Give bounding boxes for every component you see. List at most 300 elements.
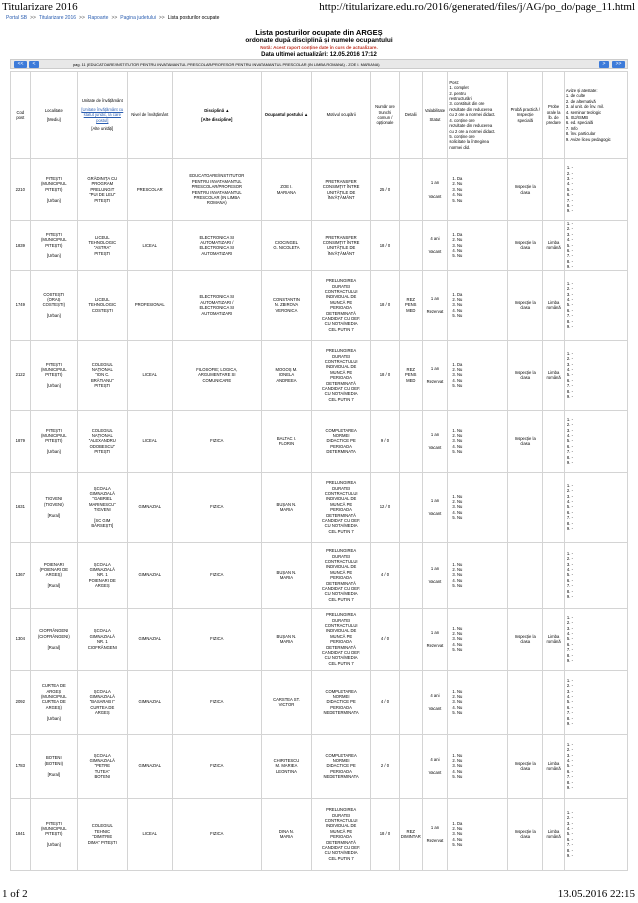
- cell-nivel: GIMNAZIAL: [127, 608, 172, 670]
- unitate-line: COLEGIUL: [91, 361, 113, 367]
- cell-nivel: LICEAL: [127, 410, 172, 472]
- motiv-line: ÎNVĂȚĂMÂNT: [327, 250, 355, 256]
- post-option: 3. Nu: [452, 636, 463, 642]
- motiv-line: CONTRACTULUI: [324, 622, 358, 628]
- motiv-line: CANDIDAT CU DEF.: [321, 649, 361, 655]
- unitate-line: BOTENI: [94, 774, 111, 780]
- aviz-line: 9. -: [566, 594, 573, 600]
- print-footer: [0, 888, 638, 902]
- cell-proba-practica: Inspecție la clasa: [508, 410, 543, 472]
- ocupant-line: VICTOR: [278, 702, 295, 708]
- title-line-1: Lista posturilor ocupate din ARGEȘ: [255, 28, 383, 37]
- post-option: 2. Nu: [452, 758, 463, 764]
- motiv-line: PERIOADA: [330, 305, 352, 311]
- cell-cod-post: 1631: [11, 472, 31, 542]
- unitate-line: PITEȘTI: [94, 383, 111, 389]
- aviz-line: 2. -: [566, 356, 573, 362]
- cell-proba-limba: [543, 410, 565, 472]
- unitate-line: POIENARI DE: [88, 577, 116, 583]
- cell-nivel: PRESCOLAR: [127, 159, 172, 221]
- cell-valabilitate: [422, 221, 448, 271]
- cell-localitate: [30, 542, 77, 608]
- cell-unitate: [78, 270, 128, 340]
- aviz-line: 7. -: [566, 383, 573, 389]
- aviz-line: 6. -: [566, 704, 573, 710]
- motiv-line: MUNCĂ PE: [330, 569, 353, 575]
- cell-cod-post: 1367: [11, 542, 31, 608]
- statut-value: Vacant: [428, 193, 442, 199]
- cell-ocupant: [261, 542, 312, 608]
- post-option: 2. Nu: [452, 433, 463, 439]
- header-proba-limba: Probe orale la lb. de predare: [543, 72, 565, 159]
- valabilitate-value: 4 ani: [430, 692, 440, 698]
- cell-cod-post: 2210: [11, 159, 31, 221]
- aviz-line: 7. -: [566, 647, 573, 653]
- cell-unitate: [78, 472, 128, 542]
- localitate-line: ARGEȘ): [45, 704, 62, 710]
- aviz-line: 4. -: [566, 181, 573, 187]
- breadcrumb-portal[interactable]: Portal SB: [6, 15, 28, 21]
- post-option: 3. Nu: [452, 372, 463, 378]
- localitate-line: [Urban]: [46, 313, 61, 319]
- motiv-line: PERIOADA: [330, 507, 352, 513]
- unitate-line: "ION C.: [95, 372, 110, 378]
- table-body: [11, 159, 628, 871]
- motiv-line: PERIOADA: [330, 834, 352, 840]
- disciplina-line: PRESCOLAR/PROFESOR: [191, 184, 243, 190]
- aviz-line: 3. -: [566, 493, 573, 499]
- cell-avize: [564, 340, 627, 410]
- unitate-line: GIMNAZIALĂ: [89, 633, 115, 639]
- unitate-line: NAȚIONAL: [91, 433, 113, 439]
- motiv-line: MUNCĂ PE: [330, 369, 353, 375]
- cell-detalii: [399, 410, 422, 472]
- breadcrumb-sep: >>: [30, 15, 36, 21]
- motiv-line: NORMEI: [332, 433, 350, 439]
- cell-nivel: PROFESIONAL: [127, 270, 172, 340]
- unitate-line: GIMNAZIALĂ: [89, 694, 115, 700]
- unitate-line: TUTEA": [94, 768, 110, 774]
- cell-disciplina: [172, 270, 261, 340]
- header-avize-line: 6. ed. specială: [565, 120, 593, 126]
- cell-valabilitate: [422, 734, 448, 798]
- post-option: 3. Nu: [452, 242, 463, 248]
- cell-nivel: GIMNAZIAL: [127, 542, 172, 608]
- aviz-line: 4. -: [566, 367, 573, 373]
- unitate-line: GRĂDINIȚA CU: [87, 175, 118, 181]
- aviz-line: 4. -: [566, 297, 573, 303]
- header-cod: Cod post: [11, 72, 31, 159]
- post-option: 3. Nu: [452, 699, 463, 705]
- post-option: 5. Nu: [452, 710, 463, 716]
- aviz-line: 2. -: [566, 620, 573, 626]
- cell-detalii: [399, 340, 422, 410]
- unitate-line: "PUI DE LEU": [89, 192, 116, 198]
- post-option: 3. Nu: [452, 763, 463, 769]
- post-option: 4. Nu: [452, 509, 463, 515]
- aviz-line: 9. -: [566, 264, 573, 270]
- aviz-line: 7. -: [566, 774, 573, 780]
- aviz-line: 4. -: [566, 758, 573, 764]
- aviz-line: 9. -: [566, 460, 573, 466]
- motiv-line: CONTRACTULUI: [324, 817, 358, 823]
- motiv-line: CONTRACTULUI: [324, 490, 358, 496]
- unitate-line: PITEȘTI: [94, 197, 111, 203]
- motiv-line: CU NOTA/MEDIA: [324, 523, 358, 529]
- cell-proba-limba: Limba română: [543, 270, 565, 340]
- aviz-line: 9. -: [566, 658, 573, 664]
- cell-detalii: [399, 270, 422, 340]
- header-numar-ore: Număr ore trunchi comun / opționale: [371, 72, 400, 159]
- cell-disciplina: [172, 472, 261, 542]
- aviz-line: 5. -: [566, 372, 573, 378]
- localitate-line: POIENARI: [43, 561, 64, 567]
- disciplina-line: ROMANA): [206, 200, 227, 206]
- aviz-line: 7. -: [566, 253, 573, 259]
- title-line-2: ordonate după disciplină și numele ocupantului: [245, 37, 393, 44]
- cell-detalii: [399, 159, 422, 221]
- header-avize-line: 5. ISJ/ISMB: [565, 115, 589, 120]
- cell-cod-post: 2122: [11, 340, 31, 410]
- aviz-line: 2. -: [566, 683, 573, 689]
- unitate-line: PITEȘTI: [94, 250, 111, 256]
- prev-page-button[interactable]: <: [29, 61, 39, 68]
- cell-nivel: GIMNAZIAL: [127, 472, 172, 542]
- aviz-line: 8. -: [566, 779, 573, 785]
- localitate-line: COSTEȘTI: [43, 291, 65, 297]
- last-page-button[interactable]: >>: [612, 61, 625, 68]
- aviz-line: 5. -: [566, 186, 573, 192]
- cell-detalii: [399, 542, 422, 608]
- aviz-line: 2. -: [566, 815, 573, 821]
- cell-valabilitate: [422, 472, 448, 542]
- disciplina-line: ELECTRONICA SI: [199, 305, 235, 311]
- aviz-line: 6. -: [566, 509, 573, 515]
- localitate-line: ARGEȘ: [46, 688, 62, 694]
- localitate-line: PITEȘTI: [45, 361, 62, 367]
- cell-localitate: [30, 670, 77, 734]
- post-option: 3. Nu: [452, 504, 463, 510]
- breadcrumb-rapoarte[interactable]: Rapoarte: [87, 15, 109, 21]
- header-disciplina-label: Disciplină ▲: [204, 108, 230, 114]
- cell-nivel: LICEAL: [127, 340, 172, 410]
- motiv-line: CEL PUTIN 7: [328, 596, 354, 602]
- cell-numar-ore: 4 / 0: [371, 542, 400, 608]
- localitate-line: [Urban]: [46, 253, 61, 259]
- cell-unitate: [78, 340, 128, 410]
- table-row: [11, 608, 628, 670]
- aviz-line: 4. -: [566, 433, 573, 439]
- header-avize-line: 9. Avize liceu pedagogic: [565, 136, 611, 142]
- detalii-line: DIMINTAR: [400, 834, 421, 840]
- motiv-line: CANDIDAT CU DEF.: [321, 517, 361, 523]
- aviz-line: 1. -: [566, 809, 573, 815]
- ocupant-line: CONSTANTIN: [272, 297, 300, 303]
- header-avize-line: 4. seminar teologic: [565, 109, 602, 115]
- cell-localitate: [30, 472, 77, 542]
- cell-cod-post: 1749: [11, 270, 31, 340]
- post-option: 5. Nu: [452, 515, 463, 521]
- post-option: 2. Nu: [452, 694, 463, 700]
- cell-cod-post: 1841: [11, 798, 31, 870]
- last-update: Data ultimei actualizări: 12.05.2016 17:12: [261, 52, 377, 58]
- header-post-line: cu 2 ore a normei didact.: [449, 112, 496, 118]
- post-option: 1. Nu: [452, 427, 463, 433]
- aviz-line: 5. -: [566, 831, 573, 837]
- motiv-line: DIDACTICE PE: [326, 763, 356, 769]
- ocupant-line: VERONICA: [275, 307, 298, 313]
- aviz-line: 5. -: [566, 302, 573, 308]
- cell-unitate: [78, 670, 128, 734]
- statut-value: Vacant: [428, 579, 442, 585]
- ocupant-line: M. MARIEA: [275, 763, 298, 769]
- header-nivel: Nivel de învățământ: [127, 72, 172, 159]
- motiv-line: INDIVIDUAL DE: [325, 364, 357, 370]
- cell-post: [448, 542, 508, 608]
- localitate-line: (ORAȘ: [47, 297, 61, 303]
- cell-ocupant: [261, 734, 312, 798]
- aviz-line: 6. -: [566, 248, 573, 254]
- first-page-button[interactable]: <<: [14, 61, 27, 68]
- cell-ocupant: [261, 410, 312, 472]
- unitate-line: COSTEȘTI: [91, 307, 113, 313]
- post-option: 3. Nu: [452, 831, 463, 837]
- motiv-line: CU NOTA/MEDIA: [324, 321, 358, 327]
- localitate-line: [Urban]: [46, 383, 61, 389]
- aviz-line: 1. -: [566, 550, 573, 556]
- motiv-line: PRELUNGIREA: [326, 612, 357, 618]
- motiv-line: UNITĂȚILE DE: [326, 245, 356, 251]
- aviz-line: 7. -: [566, 449, 573, 455]
- post-option: 5. Nu: [452, 647, 463, 653]
- unitate-line: "PETRE: [94, 763, 111, 769]
- motiv-line: NEDETERMINATA: [323, 774, 359, 780]
- ocupant-line: FLORIN: [278, 441, 295, 447]
- header-unitate-sub: [Alte unități]: [91, 126, 114, 132]
- header-disciplina-sub: [Alte discipline]: [201, 116, 233, 122]
- unitate-line: CIOFRÂNGENI: [87, 644, 117, 650]
- aviz-line: 2. -: [566, 226, 573, 232]
- disciplina-line: ELECTRONICA SI: [199, 234, 235, 240]
- motiv-line: DETERMINATĂ: [326, 839, 356, 845]
- unitate-line: LICEUL: [94, 234, 110, 240]
- disciplina-line: FIZICA: [210, 504, 224, 510]
- aviz-line: 6. -: [566, 577, 573, 583]
- cell-motiv: [312, 221, 371, 271]
- localitate-line: (BOTENI): [44, 760, 64, 766]
- cell-proba-limba: Limba română: [543, 340, 565, 410]
- header-avize-line: 2. de alternativă: [565, 98, 596, 104]
- cell-numar-ore: 18 / 0: [371, 798, 400, 870]
- cell-numar-ore: 18 / 0: [371, 340, 400, 410]
- header-unitate-link[interactable]: [Unitate învățământ cu statut juridic, la care postul]: [81, 106, 124, 123]
- header-valabilitate-label: Valabilitate: [424, 108, 446, 114]
- motiv-line: DURATEI: [332, 353, 351, 359]
- header-ocupant[interactable]: Ocupantul postului ▲: [261, 72, 312, 159]
- localitate-line: (MUNICIPIUL: [41, 181, 67, 187]
- breadcrumb: [6, 15, 219, 21]
- motiv-line: CU NOTA/MEDIA: [324, 391, 358, 397]
- cell-avize: [564, 542, 627, 608]
- disciplina-line: FILOSOFIE; LOGICA,: [196, 367, 238, 373]
- valabilitate-value: 1 an: [430, 824, 440, 830]
- localitate-line: (POIENARI DE: [39, 567, 69, 573]
- aviz-line: 3. -: [566, 291, 573, 297]
- localitate-line: [Urban]: [46, 197, 61, 203]
- header-unitate-label: Unitate de învățământ: [81, 98, 123, 104]
- aviz-line: 1. -: [566, 221, 573, 226]
- post-option: 3. Nu: [452, 438, 463, 444]
- cell-cod-post: 2092: [11, 670, 31, 734]
- aviz-line: 9. -: [566, 785, 573, 791]
- aviz-line: 3. -: [566, 688, 573, 694]
- cell-ocupant: [261, 670, 312, 734]
- aviz-line: 4. -: [566, 631, 573, 637]
- aviz-line: 1. -: [566, 482, 573, 488]
- cell-avize: [564, 734, 627, 798]
- cell-cod-post: 1839: [11, 221, 31, 271]
- aviz-line: 1. -: [566, 416, 573, 422]
- motiv-line: COMPLETAREA: [325, 688, 357, 694]
- cell-proba-limba: [543, 159, 565, 221]
- unitate-line: NAȚIONAL: [91, 367, 113, 373]
- aviz-line: 5. -: [566, 504, 573, 510]
- motiv-line: CANDIDAT CU DEF.: [321, 315, 361, 321]
- motiv-line: CU NOTA/MEDIA: [324, 655, 358, 661]
- header-avize-line: 8. înv. particular: [565, 131, 596, 137]
- breadcrumb-sep: >>: [79, 15, 85, 21]
- post-option: 5. Nu: [452, 774, 463, 780]
- post-option: 1. Nu: [452, 625, 463, 631]
- ocupant-line: MOGOȘ M.: [275, 367, 298, 373]
- update-note: Notă: Acest raport conține date în curs de actualizare.: [260, 45, 378, 50]
- unitate-line: BĂRSEȘTI]: [91, 523, 114, 529]
- localitate-line: PITEȘTI: [45, 175, 62, 181]
- table-row: [11, 270, 628, 340]
- post-option: 1. Nu: [452, 561, 463, 567]
- ocupant-line: IONELA: [278, 372, 295, 378]
- localitate-line: PITEȘTI): [45, 372, 63, 378]
- disciplina-line: FIZICA: [210, 831, 224, 837]
- header-post-line: 2. pentru: [449, 90, 466, 96]
- motiv-line: MUNCĂ PE: [330, 828, 353, 834]
- page-label: pag. 11 (EDUCATOARE/INSTITUTOR PENTRU INVATAMANTUL PRESCOLAR/PROFESOR PENTRU INVATAMANTUL PRESCOLAR (IN LIMBA ROMANA) - ZOE I. MARIANA): [73, 62, 380, 67]
- localitate-line: [Urban]: [46, 715, 61, 721]
- disciplina-line: ELECTRONICA SI: [199, 294, 235, 300]
- unitate-line: ȘCOALA: [93, 561, 111, 567]
- aviz-line: 3. -: [566, 361, 573, 367]
- cell-proba-limba: [543, 670, 565, 734]
- motiv-line: INDIVIDUAL DE: [325, 564, 357, 570]
- cell-avize: [564, 270, 627, 340]
- aviz-line: 5. -: [566, 763, 573, 769]
- post-option: 4. Nu: [452, 836, 463, 842]
- detalii-line: REZ: [406, 367, 415, 373]
- header-post-line: rezultate din reducerea: [449, 106, 493, 112]
- unitate-line: NR. 1: [96, 639, 108, 645]
- cell-disciplina: [172, 410, 261, 472]
- cell-avize: [564, 608, 627, 670]
- cell-motiv: [312, 542, 371, 608]
- header-avize-line: 1. de culte: [565, 93, 586, 99]
- motiv-line: DIDACTICE PE: [326, 699, 356, 705]
- cell-post: [448, 670, 508, 734]
- cell-numar-ore: 18 / 0: [371, 270, 400, 340]
- disciplina-line: COMUNICARE: [202, 377, 232, 383]
- aviz-line: 5. -: [566, 636, 573, 642]
- disciplina-line: PENTRU INVATAMANTUL: [191, 178, 242, 184]
- post-option: 3. Nu: [452, 302, 463, 308]
- breadcrumb-titularizare[interactable]: Titularizare 2016: [38, 15, 77, 21]
- motiv-line: CEL PUTIN 7: [328, 855, 354, 861]
- aviz-line: 3. -: [566, 625, 573, 631]
- cell-valabilitate: [422, 608, 448, 670]
- post-option: 4. Nu: [452, 768, 463, 774]
- cell-ocupant: [261, 798, 312, 870]
- breadcrumb-pagina-judetului[interactable]: Pagina judetului: [120, 15, 156, 21]
- unitate-line: [SC GIM: [94, 517, 111, 523]
- statut-value: Rezervat: [426, 643, 444, 649]
- post-option: 1. Da: [452, 231, 463, 237]
- motiv-line: INDIVIDUAL DE: [325, 823, 357, 829]
- cell-ocupant: [261, 340, 312, 410]
- statut-value: Vacant: [428, 445, 442, 451]
- cell-numar-ore: 4 / 0: [371, 670, 400, 734]
- localitate-line: [Rural]: [47, 771, 60, 777]
- motiv-line: COMPLETAREA: [325, 427, 357, 433]
- cell-motiv: [312, 798, 371, 870]
- unitate-line: "DIMITRIE: [92, 834, 113, 840]
- next-page-button[interactable]: >: [599, 61, 609, 68]
- ocupant-line: DINA N.: [278, 828, 294, 834]
- post-option: 1. Nu: [452, 688, 463, 694]
- disciplina-line: AUTOMATIZARI: [201, 310, 233, 316]
- unitate-line: NR. 1: [96, 572, 108, 578]
- cell-nivel: GIMNAZIAL: [127, 670, 172, 734]
- unitate-line: DIMA" PITEȘTI: [87, 839, 117, 845]
- header-post-line: solicitate la întregirea: [449, 139, 489, 145]
- header-disciplina[interactable]: [172, 72, 261, 159]
- cell-proba-practica: Inspecție la clasa: [508, 270, 543, 340]
- cell-disciplina: [172, 542, 261, 608]
- ocupant-line: N. ZBIROVA: [274, 302, 299, 308]
- unitate-line: MARINESCU": [88, 501, 116, 507]
- localitate-line: (MUNICIPIUL: [41, 694, 67, 700]
- localitate-line: (MUNICIPIUL: [41, 237, 67, 243]
- unitate-line: "GABRIEL: [92, 496, 113, 502]
- unitate-line: ȘCOALA: [93, 485, 111, 491]
- unitate-line: CURTEA DE: [90, 704, 115, 710]
- unitate-line: ARGEȘ: [94, 710, 110, 716]
- aviz-line: 9. -: [566, 208, 573, 214]
- statut-value: Rezervat: [426, 379, 444, 385]
- motiv-line: INDIVIDUAL DE: [325, 294, 357, 300]
- cell-numar-ore: 9 / 0: [371, 410, 400, 472]
- cell-detalii: [399, 670, 422, 734]
- localitate-line: [Rural]: [47, 644, 60, 650]
- cell-valabilitate: [422, 542, 448, 608]
- ocupant-line: ANDREEA: [276, 377, 297, 383]
- breadcrumb-sep: >>: [158, 15, 165, 21]
- post-option: 4. Nu: [452, 443, 463, 449]
- table-row: [11, 410, 628, 472]
- aviz-line: 6. -: [566, 836, 573, 842]
- unitate-line: LICEUL: [94, 297, 110, 303]
- header-post-line: 4. conține ore: [449, 117, 475, 123]
- aviz-line: 8. -: [566, 715, 573, 721]
- motiv-line: INDIVIDUAL DE: [325, 628, 357, 634]
- cell-ocupant: [261, 608, 312, 670]
